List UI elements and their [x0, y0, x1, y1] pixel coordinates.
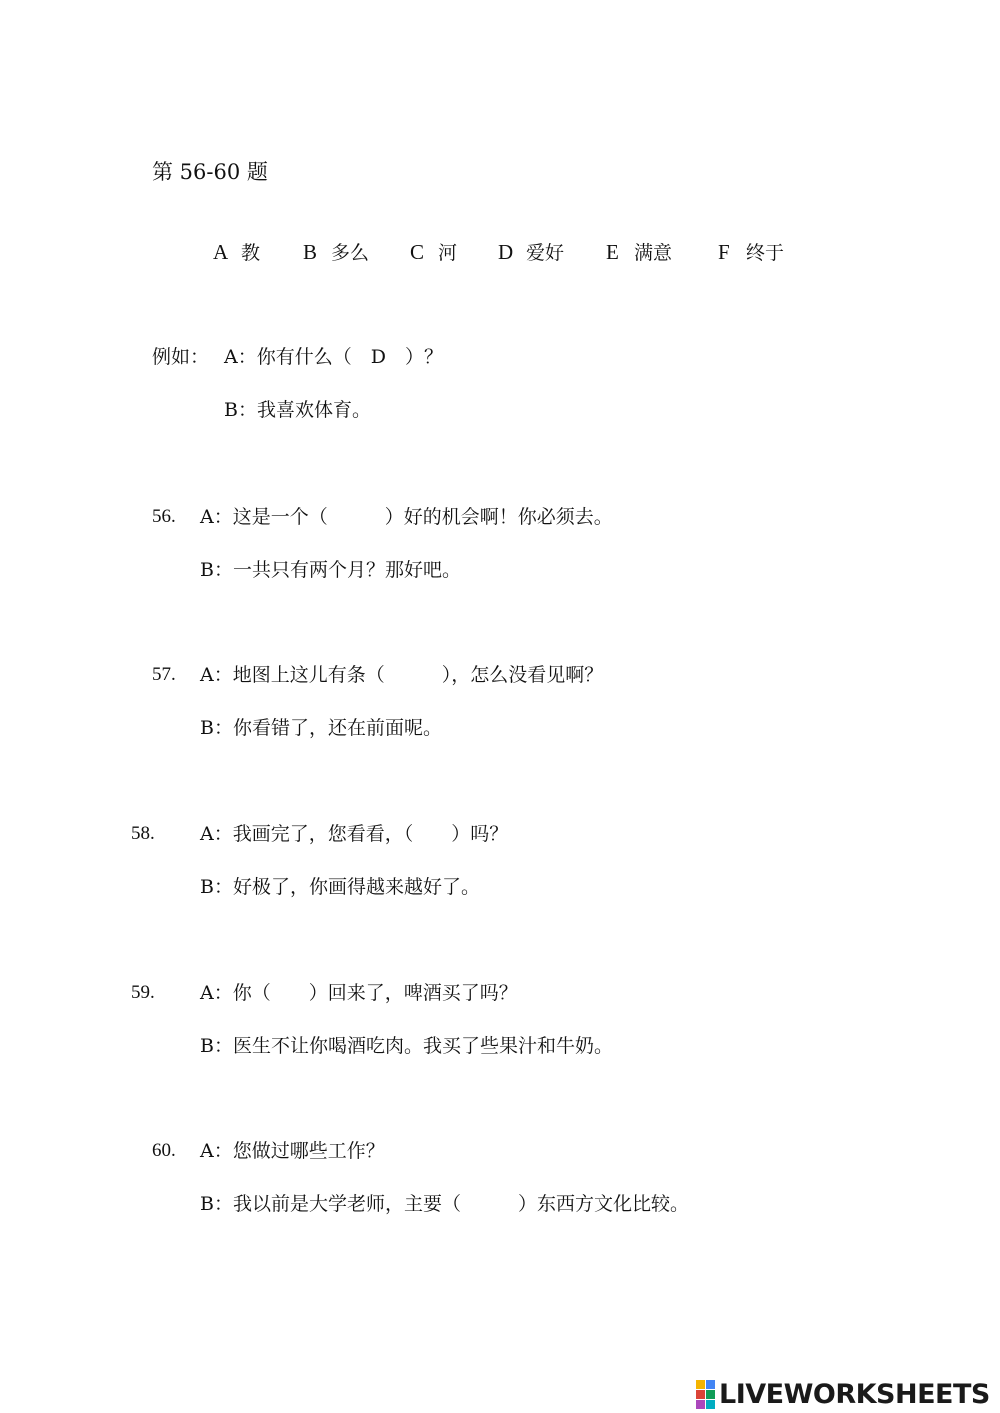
option-letter: F — [718, 240, 730, 264]
question-line-b: B：一共只有两个月？那好吧。 — [200, 559, 461, 581]
question-line-a: A：这是一个（ ）好的机会啊！你必须去。 — [200, 506, 613, 528]
option-f — [718, 240, 784, 265]
option-e — [606, 240, 672, 265]
option-letter: C — [410, 240, 425, 264]
question-line-b: B：你看错了，还在前面呢。 — [200, 717, 442, 739]
option-c — [410, 240, 457, 265]
question-line-a: A：地图上这儿有条（ ），怎么没看见啊？ — [200, 664, 604, 686]
question-line-b: B：好极了，你画得越来越好了。 — [200, 876, 480, 898]
logo-square — [706, 1390, 715, 1399]
option-d — [498, 240, 564, 265]
option-letter: B — [303, 240, 318, 264]
question-number: 57. — [152, 664, 176, 685]
option-word: 河 — [438, 242, 458, 264]
question-number: 60. — [152, 1140, 176, 1161]
option-word: 多么 — [331, 242, 370, 264]
logo-square — [696, 1380, 705, 1389]
option-b — [303, 240, 369, 265]
example-line-b: B：我喜欢体育。 — [224, 399, 371, 421]
logo-square — [696, 1400, 705, 1409]
option-word: 终于 — [746, 242, 785, 264]
option-word: 爱好 — [526, 242, 565, 264]
logo-square — [696, 1390, 705, 1399]
option-a — [213, 240, 260, 265]
section-title: 第 56-60 题 — [152, 160, 268, 184]
question-line-a: A：你（ ）回来了，啤酒买了吗？ — [200, 982, 518, 1004]
option-word: 满意 — [634, 242, 673, 264]
question-number: 59. — [131, 982, 155, 1003]
question-number: 58. — [131, 823, 155, 844]
logo-mark-icon — [696, 1380, 715, 1409]
example-label: 例如： — [152, 346, 210, 368]
question-line-b: B：医生不让你喝酒吃肉。我买了些果汁和牛奶。 — [200, 1035, 613, 1057]
logo-square — [706, 1380, 715, 1389]
option-word: 教 — [241, 242, 261, 264]
question-line-a: A：我画完了，您看看，（ ）吗？ — [200, 823, 509, 845]
example-line-a: A：你有什么（ D ）？ — [224, 346, 443, 368]
option-letter: D — [498, 240, 514, 264]
question-line-a: A：您做过哪些工作？ — [200, 1140, 385, 1162]
option-letter: A — [213, 240, 229, 264]
question-number: 56. — [152, 506, 176, 527]
liveworksheets-logo[interactable] — [696, 1378, 990, 1410]
logo-square — [706, 1400, 715, 1409]
option-letter: E — [606, 240, 619, 264]
question-line-b: B：我以前是大学老师，主要（ ）东西方文化比较。 — [200, 1193, 689, 1215]
logo-text: LIVEWORKSHEETS — [719, 1378, 990, 1410]
